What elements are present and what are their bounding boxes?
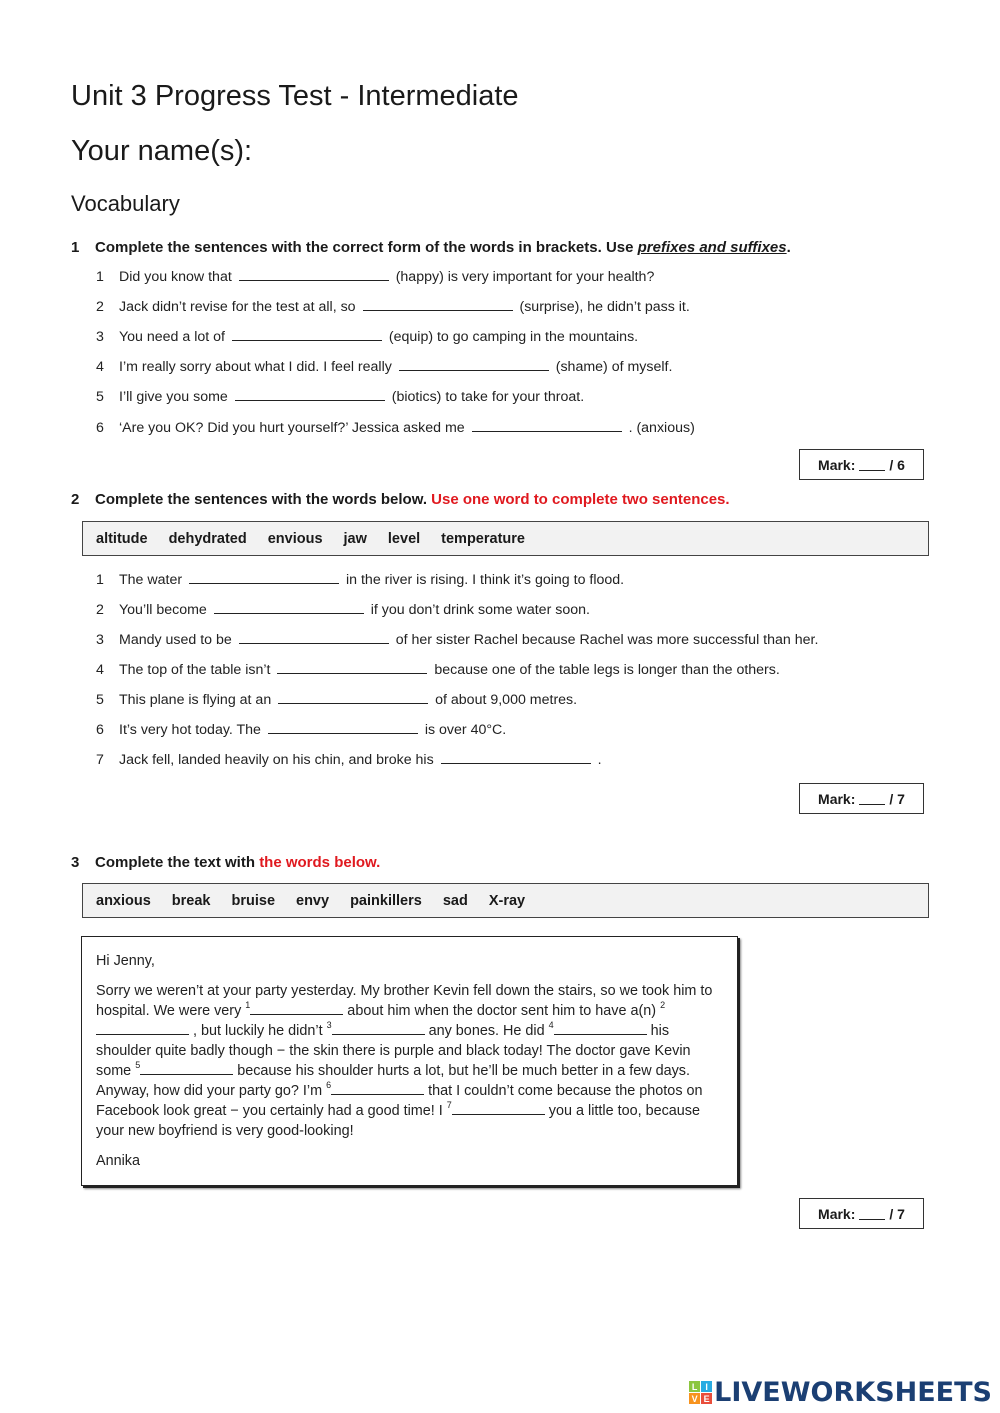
word-chip: dehydrated xyxy=(168,530,247,547)
task2-item: 2 You’ll become if you don’t drink some water soon. xyxy=(96,602,590,618)
answer-blank[interactable] xyxy=(399,358,549,371)
letter-greeting: Hi Jenny, xyxy=(96,953,155,969)
word-chip: sad xyxy=(442,892,468,909)
gap-blank-1[interactable] xyxy=(250,1002,343,1015)
task2-item: 3 Mandy used to be of her sister Rachel because Rachel was more successful than her. xyxy=(96,632,819,648)
task2-item: 6 It’s very hot today. The is over 40°C. xyxy=(96,722,507,738)
word-chip: jaw xyxy=(343,530,367,547)
task1-item: 3 You need a lot of (equip) to go camping in the mountains. xyxy=(96,329,639,345)
task2-item: 7 Jack fell, landed heavily on his chin, and broke his . xyxy=(96,752,602,768)
gap-blank-5[interactable] xyxy=(140,1062,233,1075)
gap-blank-3[interactable] xyxy=(332,1022,425,1035)
word-chip: envy xyxy=(296,892,330,909)
mark-blank xyxy=(859,458,885,471)
task2-mark-box: Mark: / 7 xyxy=(799,783,924,814)
logo-text: LIVEWORKSHEETS xyxy=(714,1377,992,1408)
task3-mark-box: Mark: / 7 xyxy=(799,1198,924,1229)
answer-blank[interactable] xyxy=(441,751,591,764)
task1-item: 6 ‘Are you OK? Did you hurt yourself?’ Jessica asked me . (anxious) xyxy=(96,420,695,436)
answer-blank[interactable] xyxy=(239,631,389,644)
task3-word-box xyxy=(82,883,929,918)
answer-blank[interactable] xyxy=(472,419,622,432)
task2-instruction: 2 Complete the sentences with the words below. Use one word to complete two sentences. xyxy=(71,491,730,508)
answer-blank[interactable] xyxy=(232,328,382,341)
task2-item: 4 The top of the table isn’t because one of the table legs is longer than the others. xyxy=(96,662,780,678)
answer-blank[interactable] xyxy=(277,661,427,674)
gap-blank-2[interactable] xyxy=(96,1022,189,1035)
task1-mark-box: Mark: / 6 xyxy=(799,449,924,480)
answer-blank[interactable] xyxy=(268,721,418,734)
task1-item: 5 I’ll give you some (biotics) to take for your throat. xyxy=(96,389,585,405)
letter-box xyxy=(81,936,738,1186)
answer-blank[interactable] xyxy=(214,601,364,614)
answer-blank[interactable] xyxy=(235,388,385,401)
word-chip: altitude xyxy=(96,530,148,547)
section-title: Vocabulary xyxy=(71,191,180,216)
name-label: Your name(s): xyxy=(71,135,253,167)
mark-blank xyxy=(859,1207,885,1220)
answer-blank[interactable] xyxy=(189,571,339,584)
answer-blank[interactable] xyxy=(278,691,428,704)
answer-blank[interactable] xyxy=(239,268,389,281)
live-blocks-icon: L I V E xyxy=(689,1381,712,1404)
task1-item: 2 Jack didn’t revise for the test at all, so (surprise), he didn’t pass it. xyxy=(96,299,690,315)
mark-blank xyxy=(859,792,885,805)
word-chip: anxious xyxy=(96,892,151,909)
word-chip: bruise xyxy=(231,892,276,909)
gap-blank-7[interactable] xyxy=(452,1102,545,1115)
word-chip: envious xyxy=(267,530,323,547)
gap-blank-4[interactable] xyxy=(554,1022,647,1035)
task2-item: 1 The water in the river is rising. I think it’s going to flood. xyxy=(96,572,625,588)
letter-signature: Annika xyxy=(96,1153,141,1169)
word-chip: level xyxy=(387,530,421,547)
page-title: Unit 3 Progress Test - Intermediate xyxy=(71,80,519,112)
task2-word-box xyxy=(82,521,929,556)
task3-instruction: 3 Complete the text with the words below. xyxy=(71,854,381,871)
task1-item: 4 I’m really sorry about what I did. I feel really (shame) of myself. xyxy=(96,359,673,375)
liveworksheets-logo xyxy=(689,1377,992,1408)
word-chip: X-ray xyxy=(488,892,526,909)
gap-blank-6[interactable] xyxy=(331,1082,424,1095)
word-chip: painkillers xyxy=(350,892,422,909)
answer-blank[interactable] xyxy=(363,298,513,311)
letter-body: Sorry we weren’t at your party yesterday. My brother Kevin fell down the stairs, so we took him to hospital. We were very $^1$ about him when the doctor sent him to have a(n) $^2$ , but luckily he didn’t $^3$ any bones. He did $^4$ his shoulder quite badly though − the skin there is purple and black today! The doctor gave Kevin some $^5$ because his shoulder hurts a lot, but he’ll be much better in a few days. Anyway, how did your party go? I’m $^6$ that I couldn’t come because the photos on Facebook look great − you certainly had a good time! I $^7$ you a little too, because your new boyfriend is very good-looking! xyxy=(96,983,713,1139)
word-chip: break xyxy=(171,892,211,909)
task2-item: 5 This plane is flying at an of about 9,000 metres. xyxy=(96,692,578,708)
task1-instruction: 1 Complete the sentences with the correct form of the words in brackets. Use prefixes and suffixes. xyxy=(71,239,791,256)
task1-item: 1 Did you know that (happy) is very important for your health? xyxy=(96,269,655,285)
word-chip: temperature xyxy=(441,530,525,547)
